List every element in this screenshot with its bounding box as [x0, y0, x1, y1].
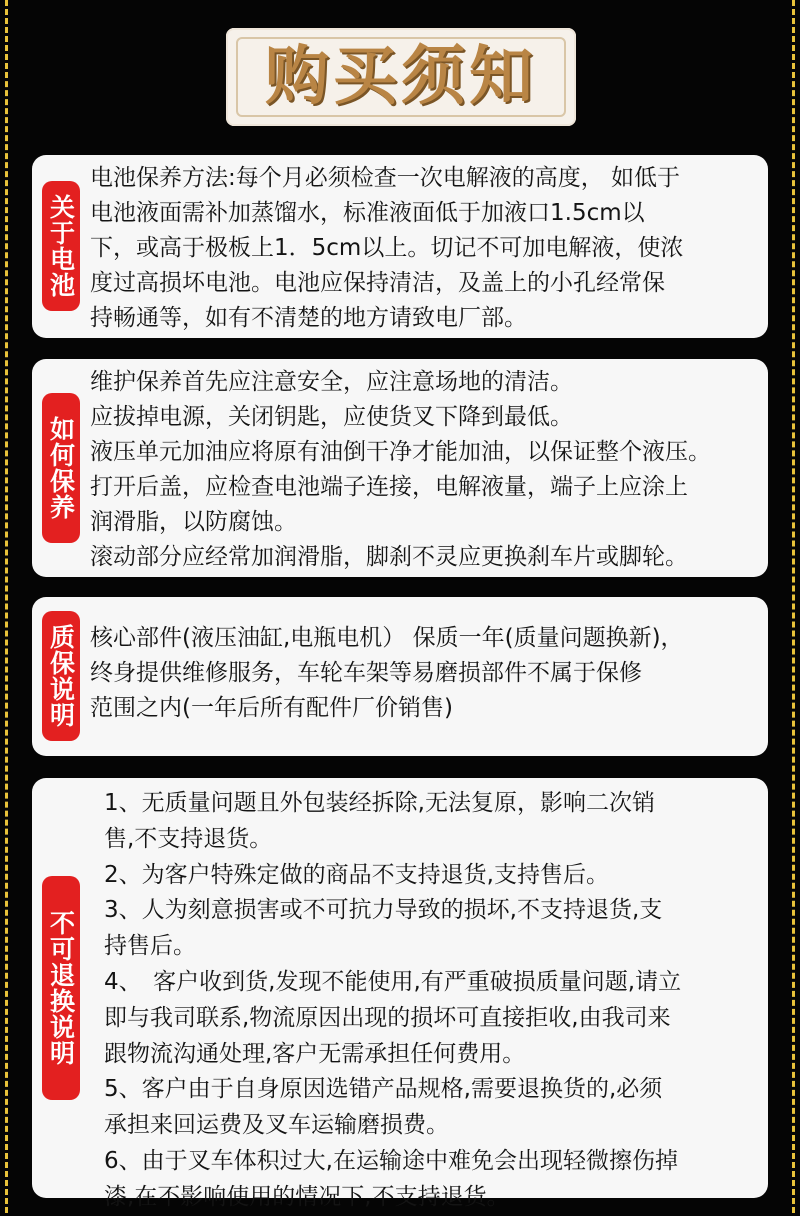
text-line: 电池液面需补加蒸馏水，标准液面低于加液口1.5cm以	[90, 200, 645, 226]
text-line: 润滑脂，以防腐蚀。	[90, 509, 297, 535]
text-line: 滚动部分应经常加润滑脂，脚刹不灵应更换刹车片或脚轮。	[90, 544, 688, 570]
text-line: 跟物流沟通处理,客户无需承担任何费用。	[104, 1040, 526, 1067]
header-banner	[226, 28, 576, 126]
text-line: 电池保养方法:每个月必须检查一次电解液的高度， 如低于	[90, 165, 681, 191]
warranty-tag	[42, 611, 80, 741]
text-line: 1、无质量问题且外包装经拆除,无法复原，影响二次销	[104, 790, 655, 816]
text-line: 5、客户由于自身原因选错产品规格,需要退换货的,必须	[104, 1076, 663, 1103]
no-return-tag-label: 不可退换说明	[46, 910, 76, 1066]
text-line: 承担来回运费及叉车运输磨损费。	[104, 1112, 449, 1139]
text-line: 终身提供维修服务，车轮车架等易磨损部件不属于保修	[90, 660, 642, 686]
battery-text	[90, 161, 754, 336]
text-line: 度过高损坏电池。电池应保持清洁，及盖上的小孔经常保	[90, 270, 665, 296]
text-line: 核心部件(液压油缸,电瓶电机） 保质一年(质量问题换新)，	[90, 625, 684, 651]
battery-section	[32, 155, 768, 338]
text-line: 即与我司联系,物流原因出现的损坏可直接拒收,由我司来	[104, 1004, 671, 1031]
maintenance-tag-label: 如何保养	[46, 416, 76, 520]
right-dashed-border	[792, 0, 795, 1213]
text-line: 持畅通等，如有不清楚的地方请致电厂部。	[90, 305, 527, 331]
battery-tag-label: 关于电池	[46, 194, 76, 298]
maintenance-section	[32, 359, 768, 577]
text-line: 下，或高于极板上1．5cm以上。切记不可加电解液，使浓	[90, 235, 684, 261]
text-line: 售,不支持退货。	[104, 825, 273, 852]
maintenance-text	[90, 365, 754, 575]
no-return-tag	[42, 876, 80, 1100]
text-line: 3、人为刻意损害或不可抗力导致的损坏,不支持退货,支	[104, 897, 663, 924]
warranty-text	[90, 621, 754, 726]
no-return-text	[104, 786, 754, 1216]
text-line: 4、 客户收到货,发现不能使用,有严重破损质量问题,请立	[104, 968, 682, 995]
warranty-section	[32, 597, 768, 756]
page-title: 购买须知	[265, 39, 537, 114]
text-line: 2、为客户特殊定做的商品不支持退货,支持售后。	[104, 861, 609, 888]
warranty-tag-label: 质保说明	[46, 624, 76, 728]
text-line: 范围之内(一年后所有配件厂价销售)	[90, 695, 453, 721]
text-line: 6、由于叉车体积过大,在运输途中难免会出现轻微擦伤掉	[104, 1147, 678, 1174]
text-line: 持售后。	[104, 933, 196, 960]
left-dashed-border	[5, 0, 8, 1213]
battery-tag	[42, 181, 80, 311]
text-line: 液压单元加油应将原有油倒干净才能加油，以保证整个液压。	[90, 439, 711, 465]
maintenance-tag	[42, 393, 80, 543]
no-return-section	[32, 778, 768, 1210]
text-line: 打开后盖，应检查电池端子连接，电解液量，端子上应涂上	[90, 474, 688, 500]
text-line: 漆,在不影响使用的情况下,不支持退货。	[104, 1183, 510, 1210]
text-line: 维护保养首先应注意安全，应注意场地的清洁。	[90, 369, 573, 395]
text-line: 应拔掉电源，关闭钥匙，应使货叉下降到最低。	[90, 404, 573, 430]
header-frame	[236, 37, 566, 117]
